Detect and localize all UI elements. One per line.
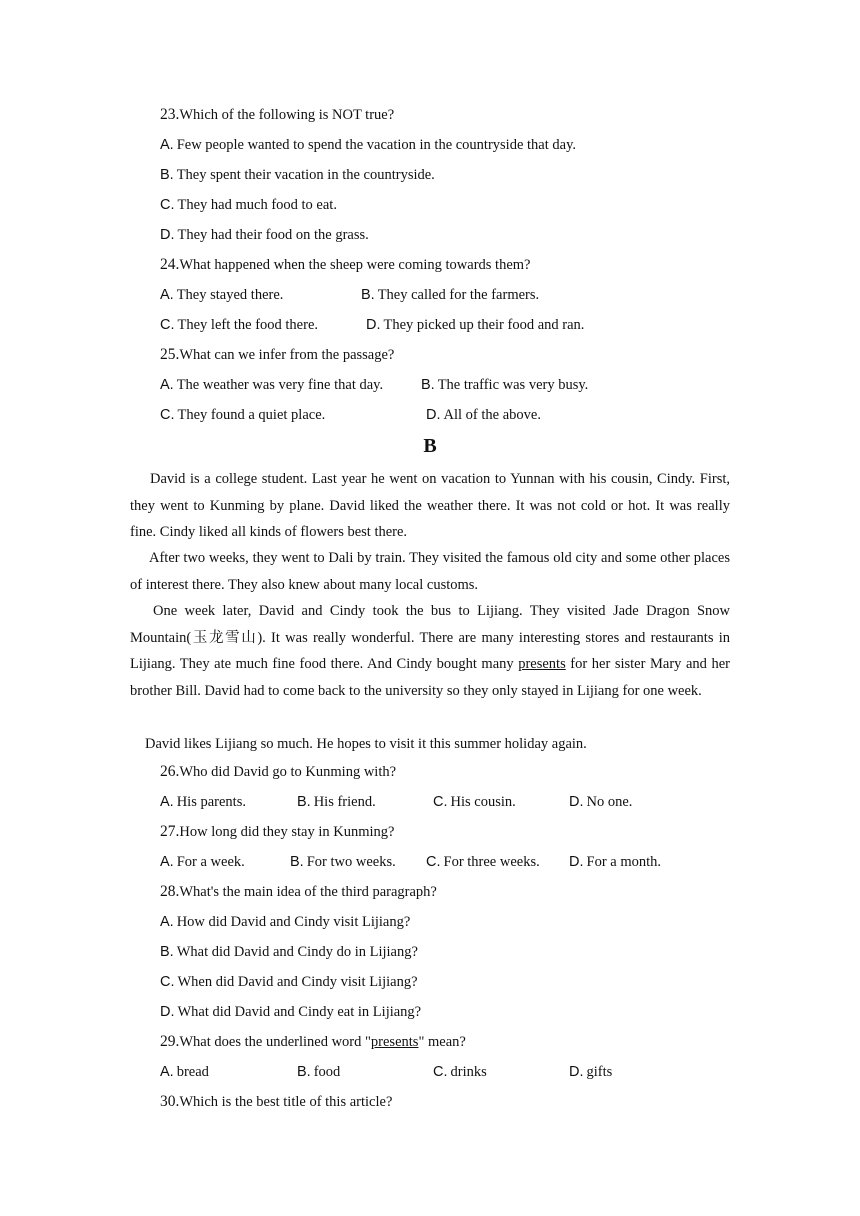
option-letter: A. (160, 1064, 174, 1080)
option-text: For three weeks. (443, 854, 540, 870)
question-number: 23. (160, 106, 180, 123)
option-letter: A. (160, 377, 174, 393)
option-27d (569, 853, 661, 871)
option-28d (160, 1003, 421, 1021)
option-text: Few people wanted to spend the vacation in the countryside that day. (176, 137, 577, 153)
question-number: 29. (160, 1033, 180, 1050)
option-23a (160, 136, 576, 154)
option-text: They had much food to eat. (177, 197, 337, 213)
option-29c (433, 1063, 487, 1081)
option-24a (160, 286, 283, 304)
option-text: For two weeks. (306, 854, 396, 870)
question-text: What's the main idea of the third paragraph? (179, 884, 437, 900)
option-text: gifts (586, 1064, 613, 1080)
question-27 (160, 823, 394, 841)
question-text: How long did they stay in Kunming? (179, 824, 395, 840)
option-letter: D. (569, 794, 584, 810)
option-text: How did David and Cindy visit Lijiang? (176, 914, 411, 930)
paragraph-text: for her sister Mary and her brother Bill. David had to come back to the university so they only stayed in Lijiang for one week. (130, 656, 730, 699)
option-letter: C. (426, 854, 441, 870)
option-text: They called for the farmers. (377, 287, 540, 303)
question-text: Who did David go to Kunming with? (179, 764, 397, 780)
option-24b (361, 286, 539, 304)
passage-paragraph-4: David likes Lijiang so much. He hopes to visit it this summer holiday again. (145, 736, 587, 752)
option-letter: A. (160, 854, 174, 870)
option-25d (426, 406, 541, 424)
question-text: Which of the following is NOT true? (179, 107, 395, 123)
option-letter: A. (160, 914, 174, 930)
question-number: 24. (160, 256, 180, 273)
option-24d (366, 316, 584, 334)
question-text: What happened when the sheep were coming towards them? (179, 257, 531, 273)
option-letter: C. (433, 794, 448, 810)
question-26 (160, 763, 396, 781)
option-26b (297, 793, 376, 811)
option-text: When did David and Cindy visit Lijiang? (177, 974, 418, 990)
option-letter: A. (160, 287, 174, 303)
question-29 (160, 1033, 466, 1051)
passage-paragraph-1: David is a college student. Last year he went on vacation to Yunnan with his cousin, Cindy. First, they went to Kunming by plane. David liked the weather there. It was not cold or hot. It was really fine. Cindy liked all kinds of flowers best there. (130, 471, 730, 540)
option-letter: B. (297, 794, 311, 810)
question-text: Which is the best title of this article? (179, 1094, 393, 1110)
option-letter: D. (569, 1064, 584, 1080)
option-letter: C. (160, 317, 175, 333)
option-letter: C. (160, 197, 175, 213)
option-25b (421, 376, 588, 394)
option-text: His friend. (313, 794, 376, 810)
option-28c (160, 973, 418, 991)
option-27a (160, 853, 245, 871)
option-text: What did David and Cindy eat in Lijiang? (177, 1004, 422, 1020)
question-text: What can we infer from the passage? (179, 347, 395, 363)
option-letter: D. (160, 227, 175, 243)
underlined-word: presents (518, 656, 566, 672)
passage-paragraph-3 (130, 598, 730, 704)
option-26c (433, 793, 516, 811)
option-text: What did David and Cindy do in Lijiang? (176, 944, 418, 960)
question-30 (160, 1093, 392, 1111)
question-text: " mean? (418, 1034, 466, 1050)
option-28a (160, 913, 410, 931)
option-23c (160, 196, 337, 214)
option-27c (426, 853, 540, 871)
option-25c (160, 406, 325, 424)
option-letter: B. (160, 167, 174, 183)
option-29d (569, 1063, 612, 1081)
option-23d (160, 226, 369, 244)
option-letter: C. (433, 1064, 448, 1080)
passage-paragraph-2: After two weeks, they went to Dali by train. They visited the famous old city and some other places of interest there. They also knew about many local customs. (130, 550, 730, 593)
section-b-heading: B (423, 435, 437, 457)
question-25 (160, 346, 394, 364)
option-text: His parents. (176, 794, 246, 810)
question-23 (160, 106, 394, 124)
question-text: What does the underlined word " (179, 1034, 371, 1050)
question-number: 28. (160, 883, 180, 900)
option-letter: B. (421, 377, 435, 393)
option-text: They stayed there. (176, 287, 284, 303)
option-text: drinks (450, 1064, 487, 1080)
option-29a (160, 1063, 209, 1081)
option-letter: A. (160, 137, 174, 153)
option-text: They picked up their food and ran. (383, 317, 585, 333)
option-text: The traffic was very busy. (437, 377, 589, 393)
option-text: For a month. (586, 854, 662, 870)
option-text: The weather was very fine that day. (176, 377, 384, 393)
question-28 (160, 883, 437, 901)
option-23b (160, 166, 435, 184)
question-number: 25. (160, 346, 180, 363)
option-letter: B. (290, 854, 304, 870)
question-number: 26. (160, 763, 180, 780)
option-letter: D. (426, 407, 441, 423)
option-letter: A. (160, 794, 174, 810)
option-letter: C. (160, 974, 175, 990)
option-text: No one. (586, 794, 633, 810)
underlined-word: presents (370, 1034, 419, 1050)
question-24 (160, 256, 530, 274)
option-text: They left the food there. (177, 317, 319, 333)
option-text: All of the above. (443, 407, 541, 423)
option-text: For a week. (176, 854, 245, 870)
option-26d (569, 793, 632, 811)
option-letter: B. (297, 1064, 311, 1080)
option-text: They found a quiet place. (177, 407, 326, 423)
option-letter: D. (569, 854, 584, 870)
paragraph-text: One week later, David and Cindy took the bus to Lijiang. They visited Jade Dragon Snow Mountain(玉龙雪山). It was really wonderful. There are many interesting stores and restaurants in Lijiang. They ate much fine food there. And Cindy bought many (130, 603, 730, 672)
option-text: His cousin. (450, 794, 516, 810)
question-number: 30. (160, 1093, 180, 1110)
option-25a (160, 376, 383, 394)
option-letter: B. (361, 287, 375, 303)
option-24c (160, 316, 318, 334)
option-letter: D. (366, 317, 381, 333)
option-letter: D. (160, 1004, 175, 1020)
question-number: 27. (160, 823, 180, 840)
option-28b (160, 943, 418, 961)
option-29b (297, 1063, 340, 1081)
option-text: bread (176, 1064, 209, 1080)
option-27b (290, 853, 396, 871)
option-letter: B. (160, 944, 174, 960)
option-26a (160, 793, 246, 811)
option-text: They had their food on the grass. (177, 227, 369, 243)
option-text: They spent their vacation in the countryside. (176, 167, 435, 183)
option-letter: C. (160, 407, 175, 423)
option-text: food (313, 1064, 341, 1080)
